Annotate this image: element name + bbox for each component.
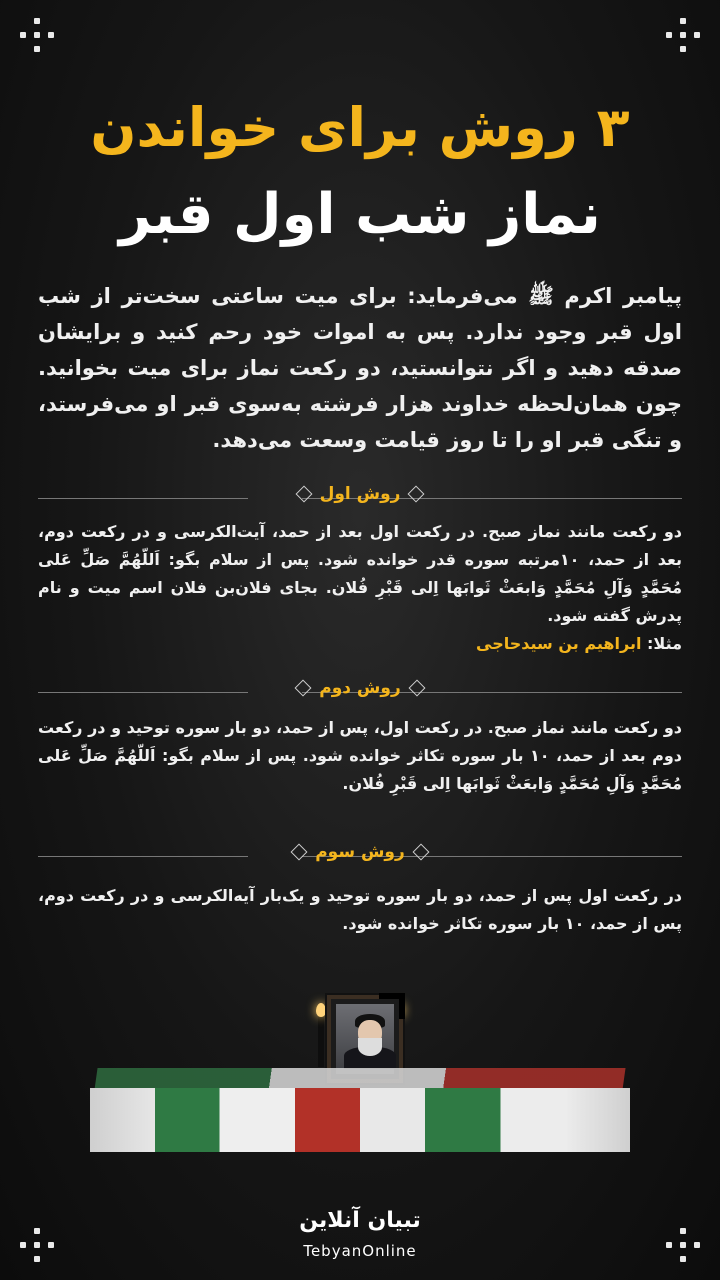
ornament-icon — [408, 680, 425, 697]
section-1-body — [38, 518, 682, 658]
title-line-2: نماز شب اول قبر — [119, 182, 601, 247]
corner-ornament-top-right — [666, 18, 700, 52]
section-2-header — [38, 680, 682, 704]
section-3-body: در رکعت اول پس از حمد، دو بار سوره توحید و یک‌بار آیه‌الکرسی و در رکعت دوم، پس از حمد، ۱۰ بار سوره تکاثر خوانده شود. — [38, 886, 682, 933]
brand-logo-en: TebyanOnline — [303, 1242, 417, 1260]
flame-icon — [316, 1003, 326, 1017]
section-2-body: دو رکعت مانند نماز صبح. در رکعت اول، پس از حمد، دو بار سوره توحید و در رکعت دوم بعد از حمد، ۱۰ بار سوره تکاثر خوانده شود. پس از سلام بگو: اَللّهُمَّ صَلِّ عَلی مُحَمَّدٍ وَآلِ مُحَمَّدٍ وَابعَثْ ثَوابَها اِلی قَبْرِ فُلان. — [38, 718, 683, 793]
flag-draped-coffin — [90, 1068, 630, 1152]
example-label: مثلا: — [647, 634, 682, 653]
example-name: ابراهیم بن سیدحاجی — [476, 634, 642, 653]
corner-ornament-top-left — [20, 18, 54, 52]
ornament-icon — [295, 486, 312, 503]
section-1-heading: روش اول — [319, 484, 401, 504]
mourning-ribbon — [379, 993, 405, 1019]
section-1-header — [38, 486, 682, 510]
section-3-heading: روش سوم — [315, 842, 405, 862]
ornament-icon — [295, 680, 312, 697]
section-2-heading: روش دوم — [319, 678, 401, 698]
section-1-text: دو رکعت مانند نماز صبح. در رکعت اول بعد از حمد، آیت‌الکرسی و در رکعت دوم، بعد از حمد، ۱۰مرتبه سوره قدر خوانده شود. پس از سلام بگو: اَللّهُمَّ صَلِّ عَلی مُحَمَّدٍ وَآلِ مُحَمَّدٍ وَابعَثْ ثَوابَها اِلی قَبْرِ فُلان. بجای فلان‌بن فلان اسم میت و نام پدرش گفته شود. — [38, 522, 683, 625]
ornament-icon — [408, 486, 425, 503]
ornament-icon — [291, 844, 308, 861]
section-3-header — [38, 844, 682, 868]
intro-paragraph: پیامبر اکرم ﷺ می‌فرماید: برای میت ساعتی سخت‌تر از شب اول قبر وجود ندارد. پس به اموات خود رحم کنید و برایشان صدقه دهید و اگر نتوانستید، دو رکعت نماز برای میت بخوانید. چون همان‌لحظه خداوند هزار فرشته به‌سوی قبر او می‌فرستد، و تنگی قبر او را تا روز قیامت وسعت می‌دهد. — [38, 284, 682, 452]
brand-logo-fa: تبیان آنلاین — [299, 1208, 421, 1233]
candle-left — [318, 1015, 324, 1067]
ornament-icon — [412, 844, 429, 861]
title-line-1: ۳ روش برای خواندن — [90, 96, 630, 159]
